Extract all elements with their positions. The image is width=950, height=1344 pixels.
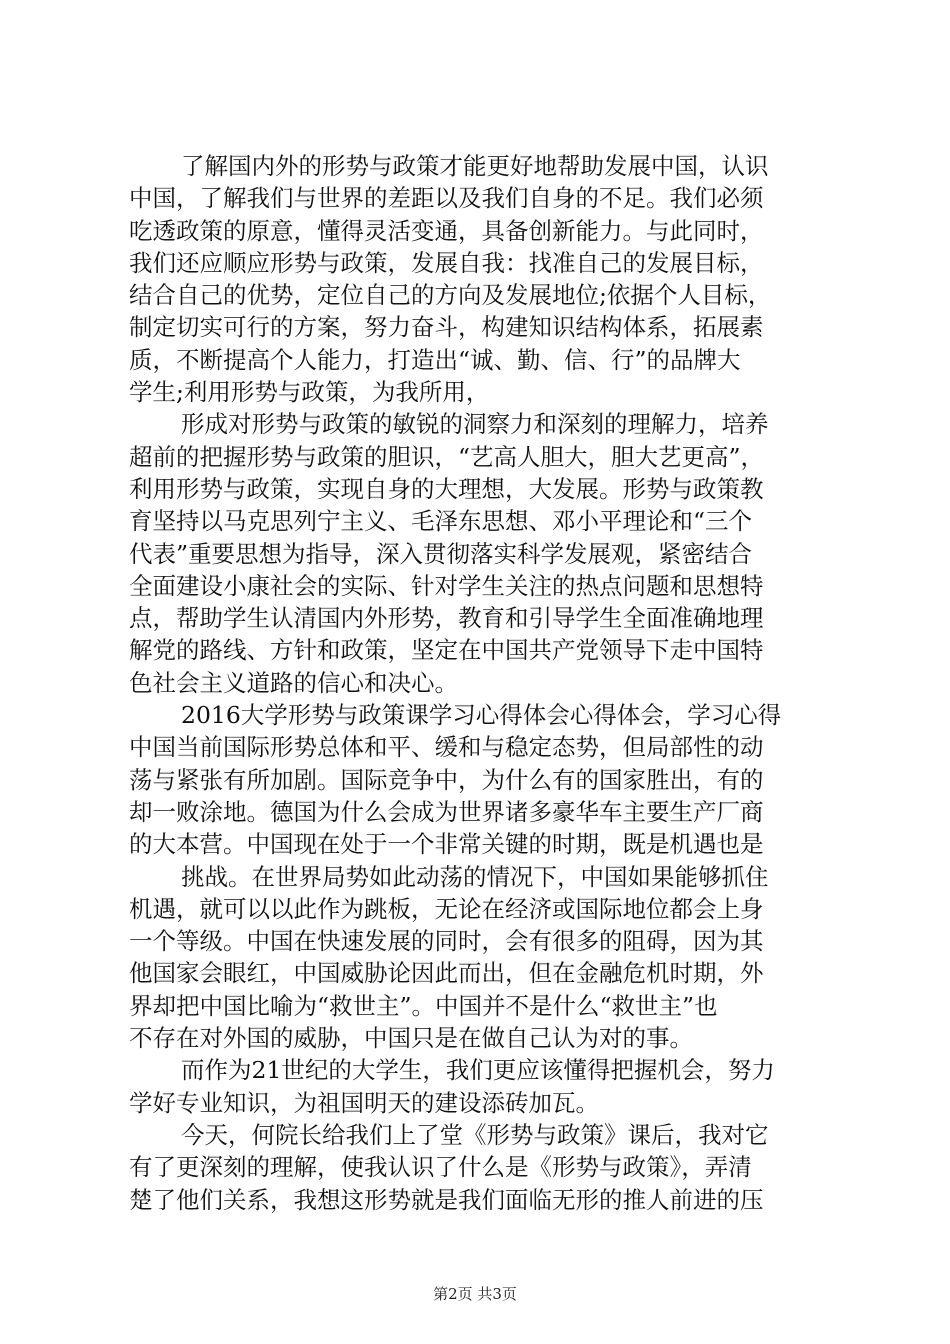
text-line: 点，帮助学生认清国内外形势，教育和引导学生全面准确地理	[129, 604, 764, 633]
body-text	[129, 150, 829, 1216]
text-line: 2016大学形势与政策课学习心得体会心得体会，学习心得	[181, 701, 782, 730]
text-line: 的大本营。中国现在处于一个非常关键的时期，既是机遇也是	[129, 830, 764, 859]
text-line: 色社会主义道路的信心和决心。	[129, 668, 458, 697]
text-line: 中国当前国际形势总体和平、缓和与稳定态势，但局部性的动	[129, 733, 764, 762]
text-line: 解党的路线、方针和政策，坚定在中国共产党领导下走中国特	[129, 636, 764, 665]
text-line: 他国家会眼红，中国威胁论因此而出，但在金融危机时期，外	[129, 959, 764, 988]
page-number-label: 第2页 共3页	[433, 1285, 517, 1303]
page-footer	[0, 1284, 950, 1304]
text-line: 学生;利用形势与政策，为我所用，	[129, 378, 490, 407]
text-line: 育坚持以马克思列宁主义、毛泽东思想、邓小平理论和“三个	[129, 507, 753, 536]
text-line: 中国，了解我们与世界的差距以及我们自身的不足。我们必须	[129, 184, 764, 213]
text-line: 机遇，就可以以此作为跳板，无论在经济或国际地位都会上身	[129, 894, 764, 923]
text-line: 荡与紧张有所加剧。国际竞争中，为什么有的国家胜出，有的	[129, 765, 764, 794]
text-line: 结合自己的优势，定位自己的方向及发展地位;依据个人目标，	[129, 281, 772, 310]
text-line: 超前的把握形势与政策的胆识，“艺高人胆大，胆大艺更高”，	[129, 442, 765, 471]
text-line: 学好专业知识，为祖国明天的建设添砖加瓦。	[129, 1088, 599, 1117]
text-line: 不存在对外国的威胁，中国只是在做自己认为对的事。	[129, 1024, 693, 1053]
text-line: 今天，何院长给我们上了堂《形势与政策》课后，我对它	[181, 1120, 769, 1149]
text-line: 一个等级。中国在快速发展的同时，会有很多的阻碍，因为其	[129, 927, 764, 956]
text-line: 而作为21世纪的大学生，我们更应该懂得把握机会，努力	[181, 1056, 775, 1085]
text-line: 形成对形势与政策的敏锐的洞察力和深刻的理解力，培养	[181, 410, 769, 439]
text-line: 楚了他们关系，我想这形势就是我们面临无形的推人前进的压	[129, 1185, 764, 1214]
text-line: 利用形势与政策，实现自身的大理想，大发展。形势与政策教	[129, 474, 764, 503]
text-line: 却一败涂地。德国为什么会成为世界诸多豪华车主要生产厂商	[129, 797, 764, 826]
text-line: 全面建设小康社会的实际、针对学生关注的热点问题和思想特	[129, 571, 764, 600]
text-line: 吃透政策的原意，懂得灵活变通，具备创新能力。与此同时，	[129, 216, 764, 245]
text-line: 挑战。在世界局势如此动荡的情况下，中国如果能够抓住	[181, 862, 769, 891]
text-line: 了解国内外的形势与政策才能更好地帮助发展中国，认识	[181, 152, 769, 180]
text-line: 质，不断提高个人能力，打造出“诚、勤、信、行”的品牌大	[129, 345, 741, 374]
text-line: 有了更深刻的理解，使我认识了什么是《形势与政策》，弄清	[129, 1153, 752, 1182]
text-line: 界却把中国比喻为“救世主”。中国并不是什么“救世主”也	[129, 991, 718, 1020]
text-line: 制定切实可行的方案，努力奋斗，构建知识结构体系，拓展素	[129, 313, 764, 342]
text-line: 我们还应顺应形势与政策，发展自我：找准自己的发展目标，	[129, 248, 764, 277]
text-line: 代表”重要思想为指导，深入贯彻落实科学发展观，紧密结合	[129, 539, 753, 568]
